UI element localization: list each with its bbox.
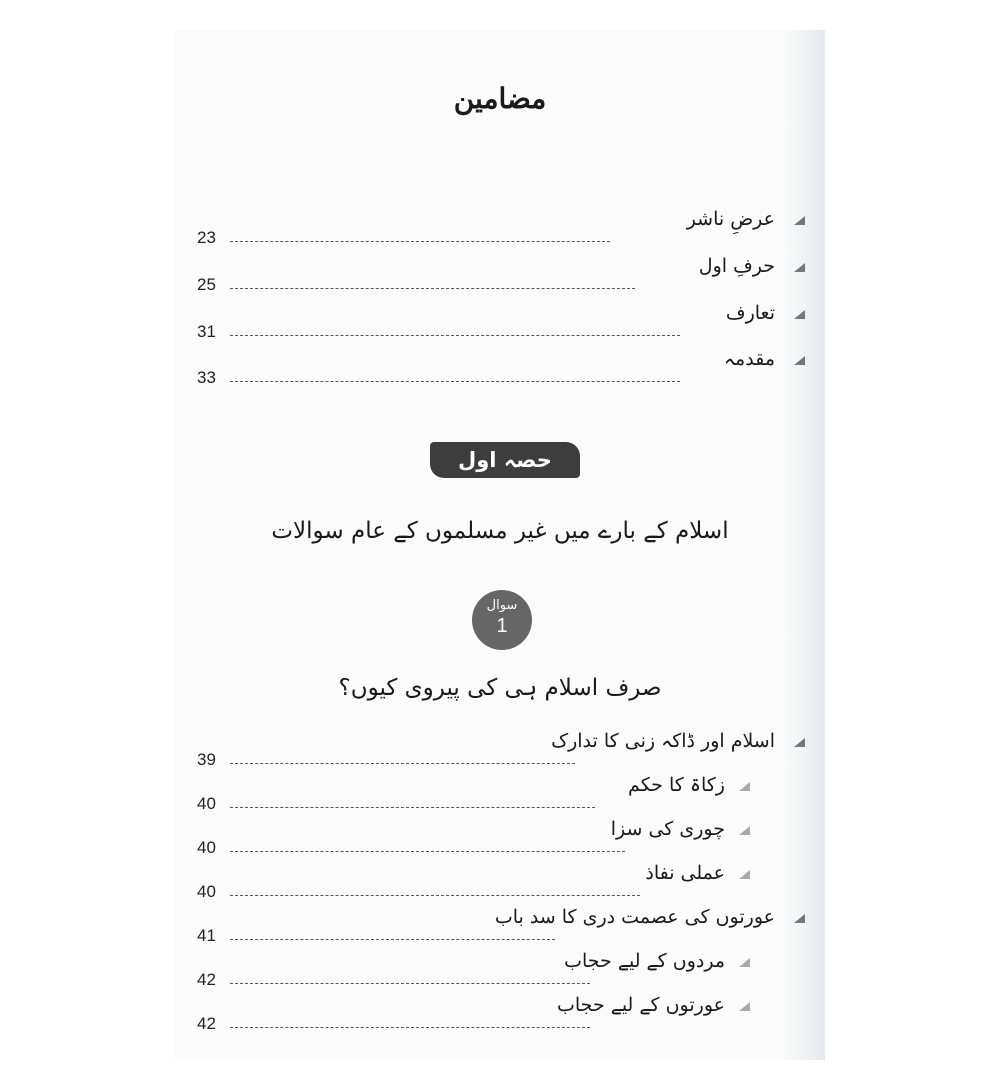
bullet-icon — [794, 914, 805, 923]
bullet-icon — [739, 826, 750, 835]
entry-label: مقدمہ — [723, 348, 775, 370]
toc-entry[interactable] — [175, 348, 825, 388]
part-badge: حصہ اول — [430, 442, 580, 478]
leader-dots — [230, 241, 610, 242]
bullet-icon — [739, 870, 750, 879]
toc-entry[interactable] — [175, 255, 825, 295]
book-page — [175, 30, 825, 1060]
bullet-icon — [794, 216, 805, 225]
entry-label: تعارف — [725, 302, 775, 324]
entry-label: عورتوں کی عصمت دری کا سد باب — [494, 906, 775, 928]
question-badge — [472, 590, 532, 650]
question-number: 1 — [496, 615, 508, 637]
entry-label: زکاۃ کا حکم — [628, 774, 725, 796]
page-number: 42 — [197, 1014, 216, 1033]
bullet-icon — [739, 958, 750, 967]
leader-dots — [230, 1027, 590, 1028]
leader-dots — [230, 807, 595, 808]
leader-dots — [230, 763, 575, 764]
bullet-icon — [794, 738, 805, 747]
leader-dots — [230, 335, 680, 336]
bullet-icon — [739, 782, 750, 791]
toc-entry[interactable] — [175, 950, 825, 990]
entry-label: عورتوں کے لیے حجاب — [556, 994, 725, 1016]
entry-label: حرفِ اول — [698, 255, 775, 277]
toc-entry[interactable] — [175, 774, 825, 814]
bullet-icon — [794, 356, 805, 365]
bullet-icon — [794, 263, 805, 272]
leader-dots — [230, 851, 625, 852]
question-word: سوال — [486, 598, 518, 613]
entry-label: عملی نفاذ — [645, 862, 725, 884]
page-number: 42 — [197, 970, 216, 989]
page-title: مضامین — [453, 82, 547, 115]
leader-dots — [230, 381, 680, 382]
page-number: 33 — [197, 368, 216, 387]
page-number: 40 — [197, 794, 216, 813]
page-number: 31 — [197, 322, 216, 341]
toc-entry[interactable] — [175, 818, 825, 858]
bullet-icon — [739, 1002, 750, 1011]
page-number: 25 — [197, 275, 216, 294]
entry-label: چوری کی سزا — [610, 818, 725, 840]
leader-dots — [230, 288, 635, 289]
page-number: 39 — [197, 750, 216, 769]
page-number: 23 — [197, 228, 216, 247]
bullet-icon — [794, 310, 805, 319]
toc-entry[interactable] — [175, 906, 825, 946]
toc-entry[interactable] — [175, 994, 825, 1034]
toc-entry[interactable] — [175, 208, 825, 248]
page-number: 40 — [197, 882, 216, 901]
entry-label: اسلام اور ڈاکہ زنی کا تدارک — [551, 730, 775, 752]
part-heading: اسلام کے بارے میں غیر مسلموں کے عام سوالات — [271, 518, 729, 544]
question-heading: صرف اسلام ہی کی پیروی کیوں؟ — [338, 675, 662, 701]
entry-label: عرضِ ناشر — [686, 208, 775, 230]
page-number: 40 — [197, 838, 216, 857]
toc-entry[interactable] — [175, 862, 825, 902]
leader-dots — [230, 983, 590, 984]
toc-entry[interactable] — [175, 302, 825, 342]
leader-dots — [230, 939, 555, 940]
page-number: 41 — [197, 926, 216, 945]
leader-dots — [230, 895, 640, 896]
entry-label: مردوں کے لیے حجاب — [564, 950, 725, 972]
toc-entry[interactable] — [175, 730, 825, 770]
